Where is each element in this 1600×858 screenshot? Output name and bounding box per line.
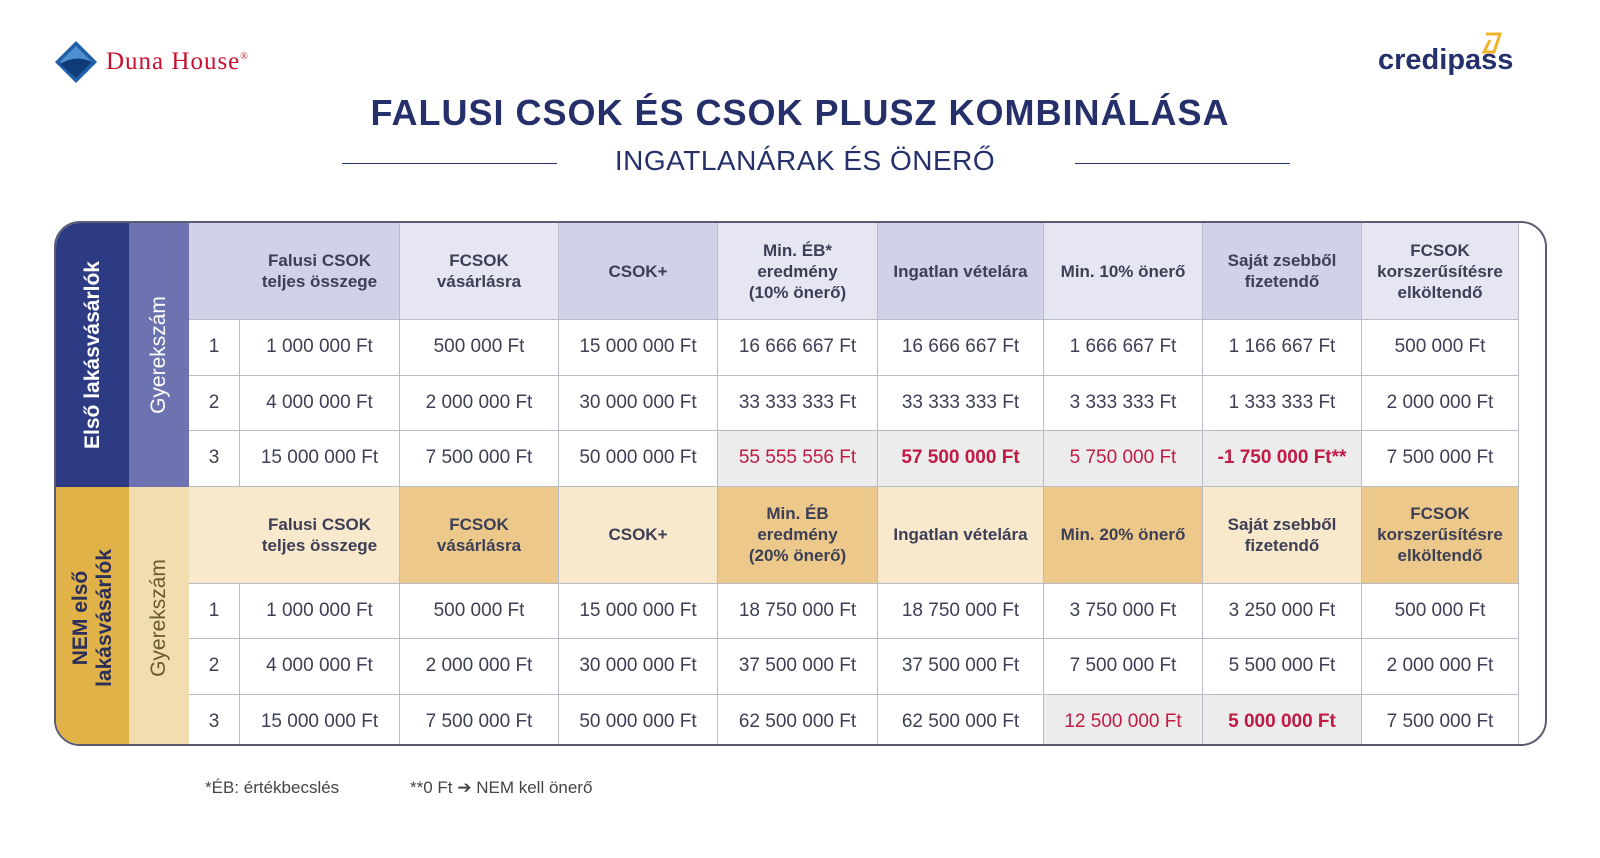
duna-house-name: Duna House: [106, 48, 241, 75]
table-cell: 4 000 000 Ft: [240, 639, 400, 695]
table-cell: 7 500 000 Ft: [1362, 431, 1519, 487]
table-cell: 500 000 Ft: [400, 320, 559, 376]
column-header: Saját zsebből fizetendő: [1203, 487, 1362, 584]
duna-house-logo: [54, 40, 249, 84]
table-cell: 5 500 000 Ft: [1203, 639, 1362, 695]
table-cell: 55 555 556 Ft: [718, 431, 878, 487]
table-cell: 62 500 000 Ft: [878, 695, 1044, 747]
column-header: FCSOK vásárlásra: [400, 223, 559, 320]
table-cell: 7 500 000 Ft: [400, 695, 559, 747]
gyerekszam-label-text: Gyerekszám: [147, 559, 171, 678]
table-cell: 500 000 Ft: [400, 584, 559, 640]
table-cell: 7 500 000 Ft: [400, 431, 559, 487]
subtitle-block: [350, 145, 1260, 181]
duna-house-diamond-icon: [54, 40, 98, 84]
table-cell: -1 750 000 Ft**: [1203, 431, 1362, 487]
table-cell: 15 000 000 Ft: [559, 320, 718, 376]
table-cell: 15 000 000 Ft: [240, 695, 400, 747]
column-header: Ingatlan vételára: [878, 487, 1044, 584]
table-cell: 33 333 333 Ft: [878, 376, 1044, 432]
table-section-2: [56, 487, 1547, 747]
section-label-text: Első lakásvásárlók: [80, 260, 104, 449]
table-cell: 16 666 667 Ft: [878, 320, 1044, 376]
table-cell: 37 500 000 Ft: [878, 639, 1044, 695]
table-cell: 7 500 000 Ft: [1362, 695, 1519, 747]
column-header: Falusi CSOK teljes összege: [240, 223, 400, 320]
row-child-count: 1: [189, 584, 240, 640]
table-section-1: [56, 223, 1547, 487]
table-cell: 1 666 667 Ft: [1044, 320, 1203, 376]
credipass-logo: [1378, 32, 1548, 82]
table-cell: 2 000 000 Ft: [400, 639, 559, 695]
table-cell: 15 000 000 Ft: [240, 431, 400, 487]
data-table: [54, 221, 1547, 746]
table-cell: 1 333 333 Ft: [1203, 376, 1362, 432]
column-header: Falusi CSOK teljes összege: [240, 487, 400, 584]
column-header: FCSOK vásárlásra: [400, 487, 559, 584]
table-cell: 4 000 000 Ft: [240, 376, 400, 432]
column-header: FCSOK korszerűsítésre elköltendő: [1362, 487, 1519, 584]
row-child-count: 2: [189, 376, 240, 432]
page-subtitle: INGATLANÁRAK ÉS ÖNERŐ: [614, 145, 996, 176]
table-cell: 16 666 667 Ft: [718, 320, 878, 376]
table-cell: 1 000 000 Ft: [240, 584, 400, 640]
credipass-mark-icon: [1476, 32, 1502, 62]
row-child-count: 1: [189, 320, 240, 376]
table-cell: 1 166 667 Ft: [1203, 320, 1362, 376]
column-header: FCSOK korszerűsítésre elköltendő: [1362, 223, 1519, 320]
column-header: Min. ÉB* eredmény (10% önerő): [718, 223, 878, 320]
header-corner: [189, 487, 240, 584]
table-cell: 7 500 000 Ft: [1044, 639, 1203, 695]
table-cell: 3 750 000 Ft: [1044, 584, 1203, 640]
section-label: [56, 223, 129, 487]
duna-house-reg-mark: ®: [240, 51, 249, 63]
table-cell: 33 333 333 Ft: [718, 376, 878, 432]
column-header: Min. 20% önerő: [1044, 487, 1203, 584]
section-label-text: NEM első lakásvásárlók: [68, 549, 116, 688]
column-header: CSOK+: [559, 223, 718, 320]
table-cell: 30 000 000 Ft: [559, 376, 718, 432]
column-header: CSOK+: [559, 487, 718, 584]
table-cell: 2 000 000 Ft: [1362, 376, 1519, 432]
row-child-count: 3: [189, 695, 240, 747]
header-corner: [189, 223, 240, 320]
table-cell: 500 000 Ft: [1362, 320, 1519, 376]
footnote-eb: *ÉB: értékbecslés: [205, 778, 340, 797]
table-cell: 18 750 000 Ft: [718, 584, 878, 640]
column-header: Min. 10% önerő: [1044, 223, 1203, 320]
table-cell: 12 500 000 Ft: [1044, 695, 1203, 747]
table-cell: 18 750 000 Ft: [878, 584, 1044, 640]
table-cell: 5 000 000 Ft: [1203, 695, 1362, 747]
page-title: FALUSI CSOK ÉS CSOK PLUSZ KOMBINÁLÁSA: [370, 92, 1230, 133]
table-cell: 5 750 000 Ft: [1044, 431, 1203, 487]
gyerekszam-label: [129, 487, 189, 747]
footnote-zero: **0 Ft ➔ NEM kell önerő: [410, 778, 593, 797]
column-header: Ingatlan vételára: [878, 223, 1044, 320]
section-label: [56, 487, 129, 747]
gyerekszam-label: [129, 223, 189, 487]
row-child-count: 3: [189, 431, 240, 487]
table-cell: 1 000 000 Ft: [240, 320, 400, 376]
table-cell: 57 500 000 Ft: [878, 431, 1044, 487]
table-cell: 500 000 Ft: [1362, 584, 1519, 640]
table-cell: 62 500 000 Ft: [718, 695, 878, 747]
table-cell: 3 333 333 Ft: [1044, 376, 1203, 432]
table-cell: 2 000 000 Ft: [1362, 639, 1519, 695]
table-cell: 50 000 000 Ft: [559, 695, 718, 747]
table-cell: 37 500 000 Ft: [718, 639, 878, 695]
column-header: Min. ÉB eredmény (20% önerő): [718, 487, 878, 584]
gyerekszam-label-text: Gyerekszám: [147, 295, 171, 414]
table-cell: 30 000 000 Ft: [559, 639, 718, 695]
column-header: Saját zsebből fizetendő: [1203, 223, 1362, 320]
table-cell: 15 000 000 Ft: [559, 584, 718, 640]
table-cell: 2 000 000 Ft: [400, 376, 559, 432]
table-cell: 50 000 000 Ft: [559, 431, 718, 487]
credipass-name: credipass: [1378, 44, 1514, 76]
table-cell: 3 250 000 Ft: [1203, 584, 1362, 640]
row-child-count: 2: [189, 639, 240, 695]
